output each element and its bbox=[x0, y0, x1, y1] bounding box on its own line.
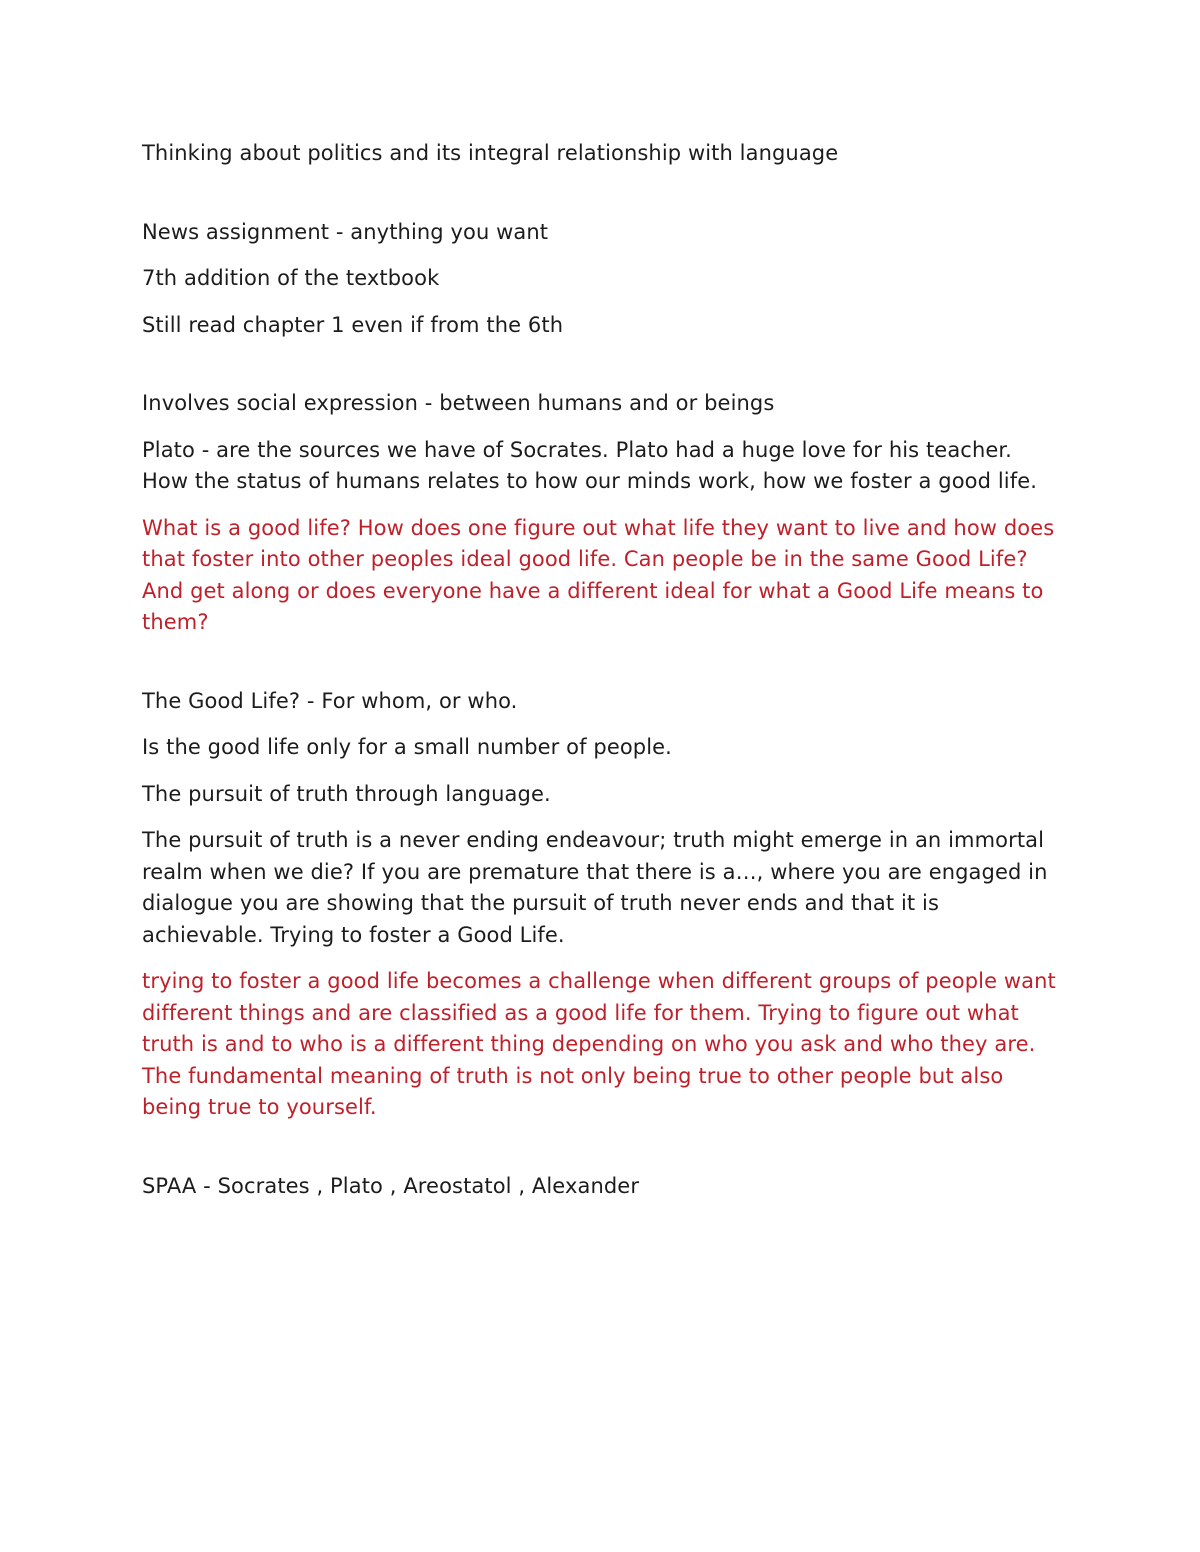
good-life-heading: The Good Life? - For whom, or who. bbox=[142, 688, 518, 713]
note-social-expression: Involves social expression - between humans and or beings bbox=[142, 391, 775, 415]
spacer bbox=[142, 341, 1057, 388]
document-body bbox=[142, 138, 1057, 1202]
spacer bbox=[142, 170, 1057, 217]
pursuit-of-truth: The pursuit of truth through language. bbox=[142, 781, 551, 806]
note-plato: Plato - are the sources we have of Socrates. Plato had a huge love for his teacher. How the status of humans relates to how our minds work, how we foster a good life. bbox=[142, 437, 1037, 493]
spacer bbox=[142, 639, 1057, 686]
document-title: Thinking about politics and its integral relationship with language bbox=[142, 141, 839, 165]
note-chapter-reading: Still read chapter 1 even if from the 6th bbox=[142, 312, 564, 337]
spacer bbox=[142, 248, 1057, 263]
pursuit-of-truth-detail: The pursuit of truth is a never ending endeavour; truth might emerge in an immortal realm when we die? If you are premature that there is a…, where you are engaged in dialogue you are showing that the pursuit of truth never ends and that it is achievable. Trying to foster a Good Life. bbox=[142, 828, 1048, 947]
spacer bbox=[142, 810, 1057, 825]
good-life-question: Is the good life only for a small number of people. bbox=[142, 735, 672, 759]
note-news-assignment: News assignment - anything you want bbox=[142, 219, 549, 244]
reflection-good-life: What is a good life? How does one figure out what life they want to live and how does that foster into other peoples ideal good life. Can people be in the same Good Life? And get along or does everyone have a different ideal for what a Good Life means to them? bbox=[142, 515, 1055, 634]
spacer bbox=[142, 498, 1057, 513]
spacer bbox=[142, 295, 1057, 310]
spaa-line: SPAA - Socrates , Plato , Areostatol , Alexander bbox=[142, 1173, 640, 1198]
note-textbook-edition: 7th addition of the textbook bbox=[142, 266, 440, 290]
spacer bbox=[142, 764, 1057, 779]
reflection-truth: trying to foster a good life becomes a challenge when different groups of people want different things and are classified as a good life for them. Trying to figure out what truth is and to who is a different thing depending on who you ask and who they are. The fundamental meaning of truth is not only being true to other people but also being true to yourself. bbox=[142, 969, 1056, 1119]
spacer bbox=[142, 717, 1057, 732]
spacer bbox=[142, 951, 1057, 966]
spacer bbox=[142, 1124, 1057, 1171]
spacer bbox=[142, 420, 1057, 435]
